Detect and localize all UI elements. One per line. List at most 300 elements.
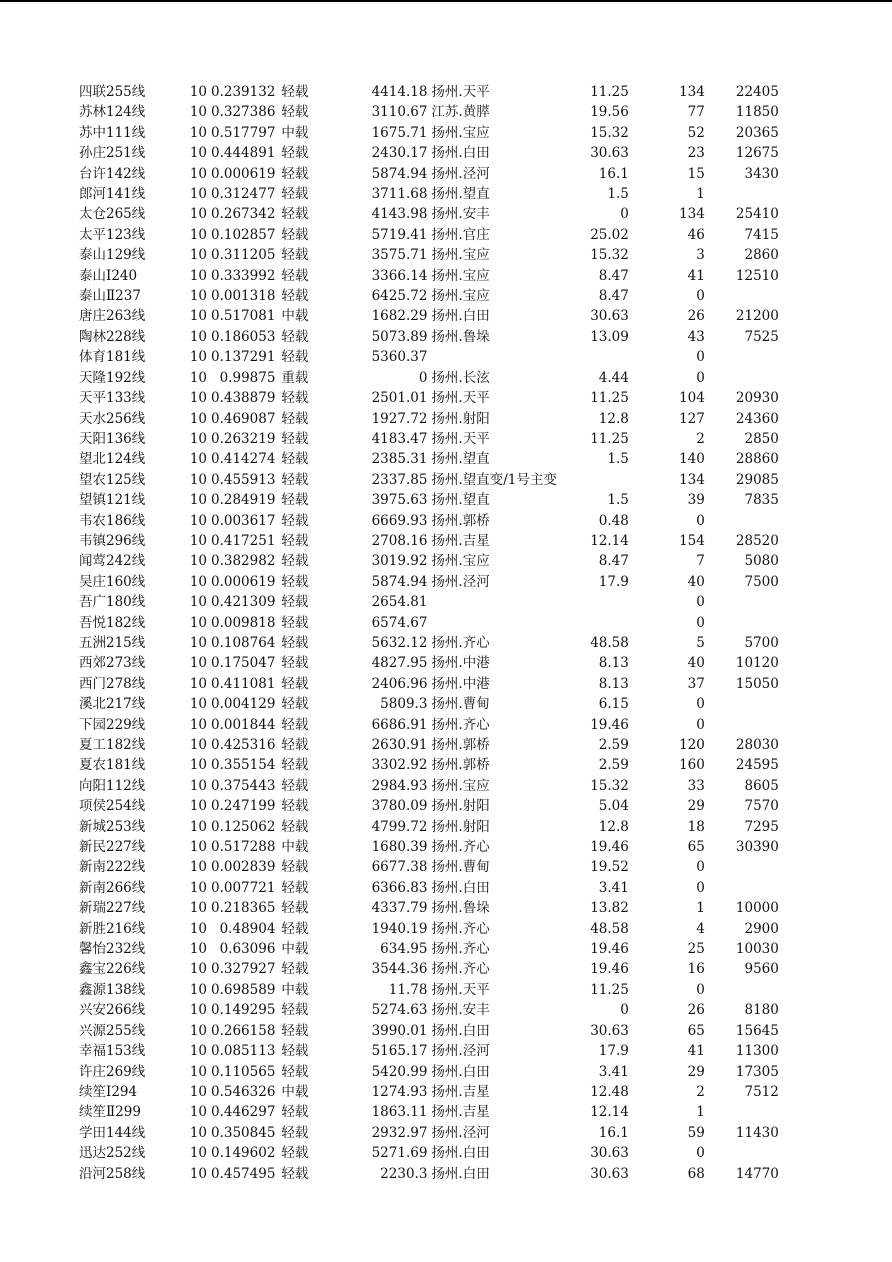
load-rate-cell: 0.311205 [211,247,276,264]
table-row [79,449,779,469]
load-status-cell: 中载 [281,981,309,998]
load-status-cell: 轻载 [281,1063,309,1080]
count-cell: 29 [687,798,705,815]
substation-cell: 扬州.安丰 [431,1002,490,1019]
voltage-cell: 10 [189,1083,207,1100]
substation-cell: 扬州.白田 [431,1063,490,1080]
table-row [79,653,779,673]
substation-cell: 扬州.望直 [431,451,490,468]
load-rate-cell: 0.446297 [211,1104,276,1121]
line-name-cell: 溪北217线 [79,696,146,713]
substation-cell: 扬州.宝应 [431,777,490,794]
distance-cell: 0.48 [598,512,629,529]
total-cell: 7500 [744,573,779,590]
distance-cell: 8.13 [598,655,629,672]
voltage-cell: 10 [189,839,207,856]
count-cell: 3 [696,247,705,264]
total-cell [705,980,779,1000]
count-cell: 0 [696,716,705,733]
total-cell: 29085 [735,471,779,488]
line-name-cell: 西门278线 [79,675,146,692]
voltage-cell: 10 [189,879,207,896]
load-rate-cell: 0.417251 [211,532,276,549]
load-rate-cell: 0.266158 [211,1022,276,1039]
count-cell: 65 [687,1022,705,1039]
voltage-cell: 10 [189,288,207,305]
substation-cell: 扬州.齐心 [431,716,490,733]
load-rate-cell: 0.284919 [211,492,276,509]
load-status-cell: 轻载 [281,553,309,570]
capacity-cell: 4143.98 [371,206,428,223]
count-cell: 40 [687,573,705,590]
load-rate-cell: 0.001318 [211,288,276,305]
distance-cell: 5.04 [598,798,629,815]
substation-cell: 扬州.白田 [431,1165,490,1182]
line-name-cell: 韦镇296线 [79,532,146,549]
total-cell [705,286,779,306]
line-name-cell: 新瑞227线 [79,900,146,917]
capacity-cell: 5632.12 [371,634,428,651]
voltage-cell: 10 [189,573,207,590]
total-cell [705,592,779,612]
line-name-cell: 天阳136线 [79,430,146,447]
substation-cell: 扬州.安丰 [431,206,490,223]
substation-cell: 扬州.天平 [431,84,490,100]
table-row [79,674,779,694]
distance-cell: 2.59 [598,737,629,753]
count-cell: 160 [679,757,705,774]
substation-cell: 扬州.齐心 [431,634,490,651]
count-cell: 52 [687,124,705,141]
voltage-cell: 10 [189,757,207,774]
line-name-cell: 郎河141线 [79,186,146,203]
capacity-cell: 2430.17 [371,145,428,162]
total-cell [705,1143,779,1163]
substation-cell: 扬州.齐心 [431,920,490,937]
count-cell: 41 [687,267,705,284]
voltage-cell: 10 [189,145,207,162]
total-cell: 24360 [735,410,779,427]
load-rate-cell: 0.438879 [211,390,276,407]
table-row [79,184,779,204]
top-border-line [0,0,892,2]
load-status-cell: 轻载 [281,573,309,590]
line-name-cell: 馨怡232线 [79,941,146,958]
load-rate-cell: 0.125062 [211,818,276,835]
substation-cell: 扬州.官庄 [431,226,490,243]
count-cell: 68 [687,1165,705,1182]
table-row [79,1164,779,1184]
capacity-cell: 1675.71 [371,124,428,141]
total-cell: 15645 [735,1022,779,1039]
load-rate-cell: 0.102857 [211,226,276,243]
substation-cell: 扬州.齐心 [431,961,490,978]
voltage-cell: 10 [189,512,207,529]
load-status-cell: 轻载 [281,879,309,896]
total-cell: 11300 [735,1043,779,1060]
table-row [79,266,779,286]
capacity-cell: 5271.69 [371,1145,428,1162]
distance-cell: 16.1 [598,1124,629,1141]
table-row [79,409,779,429]
line-name-cell: 学田144线 [79,1124,146,1141]
load-rate-cell: 0.007721 [211,879,276,896]
distance-cell: 8.47 [598,288,629,305]
load-rate-cell: 0.546326 [211,1083,276,1100]
load-rate-cell: 0.457495 [211,1165,276,1182]
count-cell: 0 [696,594,705,611]
substation-cell: 扬州.白田 [431,308,490,325]
distance-cell: 17.9 [598,1043,629,1060]
distance-cell: 1.5 [607,451,629,468]
capacity-cell: 3575.71 [371,247,428,264]
load-status-cell: 轻载 [281,328,309,345]
count-cell: 0 [696,288,705,305]
line-name-cell: 望北124线 [79,451,146,468]
substation-cell: 扬州.望直 [431,492,490,509]
count-cell: 2 [696,1083,705,1100]
count-cell: 0 [696,1145,705,1162]
load-status-cell: 轻载 [281,206,309,223]
table-row [79,959,779,979]
load-status-cell: 轻载 [281,145,309,162]
voltage-cell: 10 [189,1104,207,1121]
total-cell: 10120 [735,655,779,672]
load-rate-cell: 0.002839 [211,859,276,876]
voltage-cell: 10 [189,941,207,958]
count-cell: 23 [687,145,705,162]
distance-cell: 11.25 [590,430,629,447]
capacity-cell: 5874.94 [371,165,428,182]
distance-cell: 48.58 [590,634,629,651]
load-status-cell: 轻载 [281,390,309,407]
distance-cell: 15.32 [590,124,629,141]
load-status-cell: 轻载 [281,165,309,182]
distance-cell: 1.5 [607,186,629,203]
voltage-cell: 10 [189,390,207,407]
line-name-cell: 新胜216线 [79,920,146,937]
table-row [79,531,779,551]
table-row [79,980,779,1000]
distance-cell: 19.46 [590,716,629,733]
table-row [79,143,779,163]
load-status-cell: 轻载 [281,920,309,937]
voltage-cell: 10 [189,798,207,815]
substation-cell [431,347,556,367]
count-cell: 37 [687,675,705,692]
count-cell: 77 [687,104,705,121]
table-row [79,898,779,918]
load-rate-cell: 0.009818 [211,614,276,631]
table-row [79,776,779,796]
count-cell: 43 [687,328,705,345]
voltage-cell: 10 [189,981,207,998]
distance-cell: 12.14 [590,532,629,549]
table-row [79,1000,779,1020]
line-name-cell: 望镇121线 [79,492,146,509]
load-status-cell: 轻载 [281,410,309,427]
line-name-cell: 迅达252线 [79,1145,146,1162]
table-row [79,123,779,143]
capacity-cell: 11.78 [388,981,428,998]
voltage-cell: 10 [189,594,207,611]
capacity-cell: 5719.41 [371,226,428,243]
distance-cell: 0 [620,1002,629,1019]
substation-cell: 扬州.天平 [431,390,490,407]
load-status-cell: 轻载 [281,471,309,488]
distance-cell: 25.02 [590,226,629,243]
line-name-cell: 幸福153线 [79,1043,146,1060]
capacity-cell: 5420.99 [371,1063,428,1080]
table-row [79,368,779,388]
distance-cell: 13.09 [590,328,629,345]
load-rate-cell: 0.48904 [219,920,276,937]
count-cell: 1 [696,1104,705,1121]
voltage-cell: 10 [189,777,207,794]
line-name-cell: 泰山129线 [79,247,146,264]
table-row [79,82,779,102]
count-cell: 16 [687,961,705,978]
table-row [79,837,779,857]
load-status-cell: 中载 [281,839,309,856]
voltage-cell: 10 [189,492,207,509]
count-cell: 0 [696,879,705,896]
voltage-cell: 10 [189,900,207,917]
load-rate-cell: 0.137291 [211,349,276,366]
total-cell: 7415 [744,226,779,243]
load-status-cell: 轻载 [281,634,309,651]
substation-cell: 扬州.宝应 [431,247,490,264]
capacity-cell: 1927.72 [371,410,428,427]
capacity-cell: 3366.14 [371,267,428,284]
total-cell: 30390 [735,839,779,856]
total-cell: 11430 [735,1124,779,1141]
load-rate-cell: 0.444891 [211,145,276,162]
count-cell: 104 [679,390,705,407]
load-rate-cell: 0.186053 [211,328,276,345]
distance-cell: 19.46 [590,961,629,978]
distance-cell: 15.32 [590,777,629,794]
line-name-cell: 苏林124线 [79,104,146,121]
load-rate-cell: 0.411081 [211,675,276,692]
distance-cell: 8.13 [598,675,629,692]
distance-cell: 30.63 [590,1022,629,1039]
count-cell: 39 [687,492,705,509]
table-row [79,613,779,633]
distance-cell: 17.9 [598,573,629,590]
line-name-cell: 天水256线 [79,410,146,427]
total-cell: 8180 [744,1002,779,1019]
load-rate-cell: 0.414274 [211,451,276,468]
total-cell: 7570 [744,798,779,815]
capacity-cell: 6669.93 [371,512,428,529]
load-status-cell: 轻载 [281,492,309,509]
table-row [79,551,779,571]
load-status-cell: 轻载 [281,655,309,672]
table-row [79,164,779,184]
total-cell [705,1102,779,1122]
count-cell: 120 [679,737,705,753]
substation-cell: 扬州.齐心 [431,941,490,958]
load-status-cell: 轻载 [281,859,309,876]
count-cell: 127 [679,410,705,427]
distance-cell: 6.15 [598,696,629,713]
substation-cell: 扬州.长泫 [431,369,490,386]
distance-cell: 3.41 [598,879,629,896]
count-cell: 25 [687,941,705,958]
load-status-cell: 轻载 [281,1145,309,1162]
load-rate-cell: 0.001844 [211,716,276,733]
table-row [79,306,779,326]
substation-cell [431,592,556,612]
load-status-cell: 中载 [281,124,309,141]
table-row [79,102,779,122]
voltage-cell: 10 [189,1002,207,1019]
distance-cell: 19.52 [590,859,629,876]
total-cell [705,715,779,735]
table-row [79,204,779,224]
substation-cell: 扬州.吉星 [431,532,490,549]
load-rate-cell: 0.99875 [219,369,276,386]
capacity-cell: 2406.96 [371,675,428,692]
distance-cell: 4.44 [598,369,629,386]
total-cell: 2860 [744,247,779,264]
count-cell: 26 [687,308,705,325]
total-cell [705,368,779,388]
total-cell: 20930 [735,390,779,407]
load-status-cell: 轻载 [281,818,309,835]
table-row [79,286,779,306]
count-cell: 40 [687,655,705,672]
count-cell: 5 [696,634,705,651]
capacity-cell: 3110.67 [371,104,428,121]
count-cell: 0 [696,512,705,529]
count-cell: 0 [696,614,705,631]
line-name-cell: 泰山Ⅱ237 [79,288,141,305]
total-cell: 2850 [744,430,779,447]
total-cell: 20365 [735,124,779,141]
table-body [79,82,779,1184]
capacity-cell: 6425.72 [371,288,428,305]
load-status-cell: 重载 [281,369,309,386]
load-status-cell: 中载 [281,308,309,325]
total-cell: 21200 [735,308,779,325]
line-name-cell: 台许142线 [79,165,146,182]
distance-cell: 3.41 [598,1063,629,1080]
distance-cell: 19.56 [590,104,629,121]
load-rate-cell: 0.517797 [211,124,276,141]
total-cell: 28860 [735,451,779,468]
load-status-cell: 轻载 [281,226,309,243]
capacity-cell: 5874.94 [371,573,428,590]
line-name-cell: 夏农181线 [79,757,146,774]
substation-cell: 扬州.鲁垛 [431,328,490,345]
voltage-cell: 10 [189,430,207,447]
substation-cell: 扬州.鲁垛 [431,900,490,917]
count-cell: 15 [687,165,705,182]
capacity-cell: 1680.39 [371,839,428,856]
distance-cell: 16.1 [598,165,629,182]
table-row [79,755,779,775]
voltage-cell: 10 [189,655,207,672]
count-cell: 59 [687,1124,705,1141]
substation-cell: 扬州.白田 [431,1145,490,1162]
voltage-cell: 10 [189,696,207,713]
substation-cell: 扬州.中港 [431,655,490,672]
line-name-cell: 吾广180线 [79,594,146,611]
load-status-cell: 轻载 [281,1043,309,1060]
total-cell: 9560 [744,961,779,978]
substation-cell: 扬州.白田 [431,145,490,162]
count-cell: 0 [696,696,705,713]
voltage-cell: 10 [189,1165,207,1182]
load-status-cell: 轻载 [281,737,309,753]
voltage-cell: 10 [189,247,207,264]
capacity-cell: 6677.38 [371,859,428,876]
load-rate-cell: 0.333992 [211,267,276,284]
line-name-cell: 天平133线 [79,390,146,407]
voltage-cell: 10 [189,186,207,203]
table-row [79,735,779,755]
line-name-cell: 鑫宝226线 [79,961,146,978]
substation-cell: 扬州.泾河 [431,1043,490,1060]
capacity-cell: 4414.18 [371,84,428,100]
table-row [79,1143,779,1163]
count-cell: 46 [687,226,705,243]
table-row [79,919,779,939]
capacity-cell: 1274.93 [371,1083,428,1100]
line-name-cell: 西郊273线 [79,655,146,672]
total-cell: 28030 [735,737,779,753]
load-rate-cell: 0.149295 [211,1002,276,1019]
capacity-cell: 1940.19 [371,920,428,937]
line-name-cell: 泰山Ⅰ240 [79,267,138,284]
capacity-cell: 3019.92 [371,553,428,570]
count-cell: 2 [696,430,705,447]
voltage-cell: 10 [189,532,207,549]
table-row [79,1123,779,1143]
capacity-cell: 1682.29 [371,308,428,325]
total-cell: 7835 [744,492,779,509]
capacity-cell: 0 [418,369,428,386]
load-rate-cell: 0.421309 [211,594,276,611]
load-rate-cell: 0.63096 [219,941,276,958]
load-rate-cell: 0.149602 [211,1145,276,1162]
voltage-cell: 10 [189,961,207,978]
load-status-cell: 轻载 [281,1002,309,1019]
voltage-cell: 10 [189,165,207,182]
voltage-cell: 10 [189,124,207,141]
capacity-cell: 5073.89 [371,328,428,345]
line-name-cell: 孙庄251线 [79,145,146,162]
total-cell: 12675 [735,145,779,162]
voltage-cell: 10 [189,308,207,325]
load-status-cell: 轻载 [281,247,309,264]
distance-cell: 13.82 [590,900,629,917]
line-name-cell: 韦农186线 [79,512,146,529]
line-name-cell: 鑫源138线 [79,981,146,998]
capacity-cell: 2932.97 [371,1124,428,1141]
capacity-cell: 5274.63 [371,1002,428,1019]
feeder-load-table [79,82,779,1184]
voltage-cell: 10 [189,410,207,427]
capacity-cell: 4799.72 [371,818,428,835]
table-row [79,1041,779,1061]
count-cell: 65 [687,839,705,856]
capacity-cell: 3975.63 [371,492,428,509]
capacity-cell: 5360.37 [371,349,428,366]
voltage-cell: 10 [189,84,207,100]
